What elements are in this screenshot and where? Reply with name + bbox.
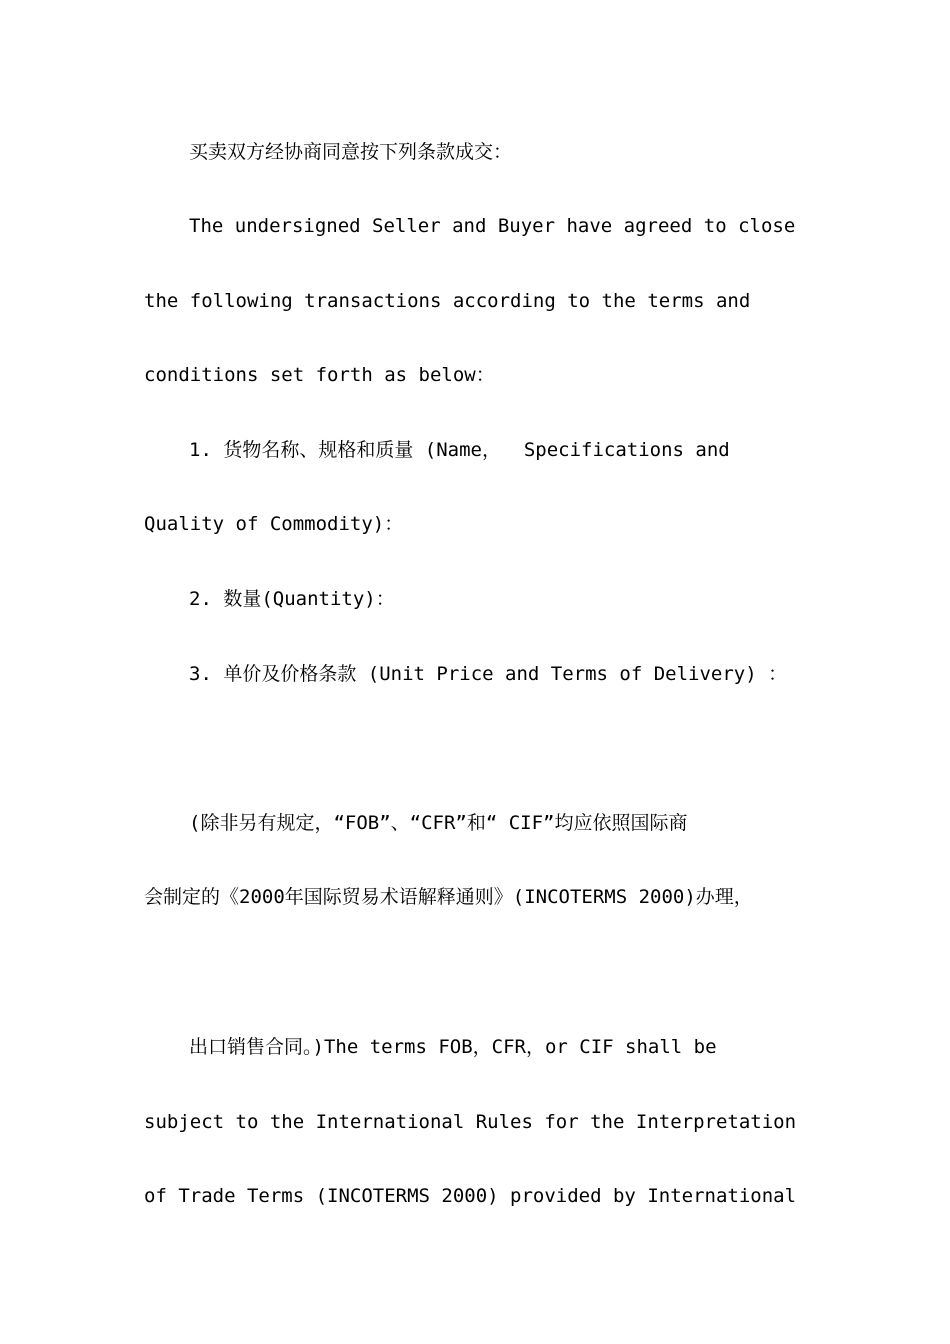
- note-line-3: 出口销售合同。)The terms FOB，CFR，or CIF shall be: [189, 1036, 717, 1058]
- intro-english-line-1: The undersigned Seller and Buyer have agreed to close: [189, 215, 796, 237]
- clause-2: 2. 数量(Quantity)：: [189, 588, 395, 610]
- note-line-1: (除非另有规定，“FOB”、“CFR”和“ CIF”均应依照国际商: [189, 812, 688, 834]
- intro-english-line-3: conditions set forth as below：: [144, 364, 495, 386]
- clause-1-line-1: 1. 货物名称、规格和质量 (Name， Specifications and: [189, 439, 730, 461]
- note-line-5: of Trade Terms (INCOTERMS 2000) provided by International: [144, 1185, 797, 1207]
- note-line-4: subject to the International Rules for the Interpretation: [144, 1111, 797, 1133]
- clause-3: 3. 单价及价格条款 (Unit Price and Terms of Delivery) ：: [189, 663, 788, 685]
- intro-english-line-2: the following transactions according to the terms and: [144, 290, 751, 312]
- clause-1-line-2: Quality of Commodity)：: [144, 513, 404, 535]
- intro-chinese: 买卖双方经协商同意按下列条款成交：: [189, 141, 513, 163]
- note-line-2: 会制定的《2000年国际贸易术语解释通则》(INCOTERMS 2000)办理，: [144, 886, 753, 908]
